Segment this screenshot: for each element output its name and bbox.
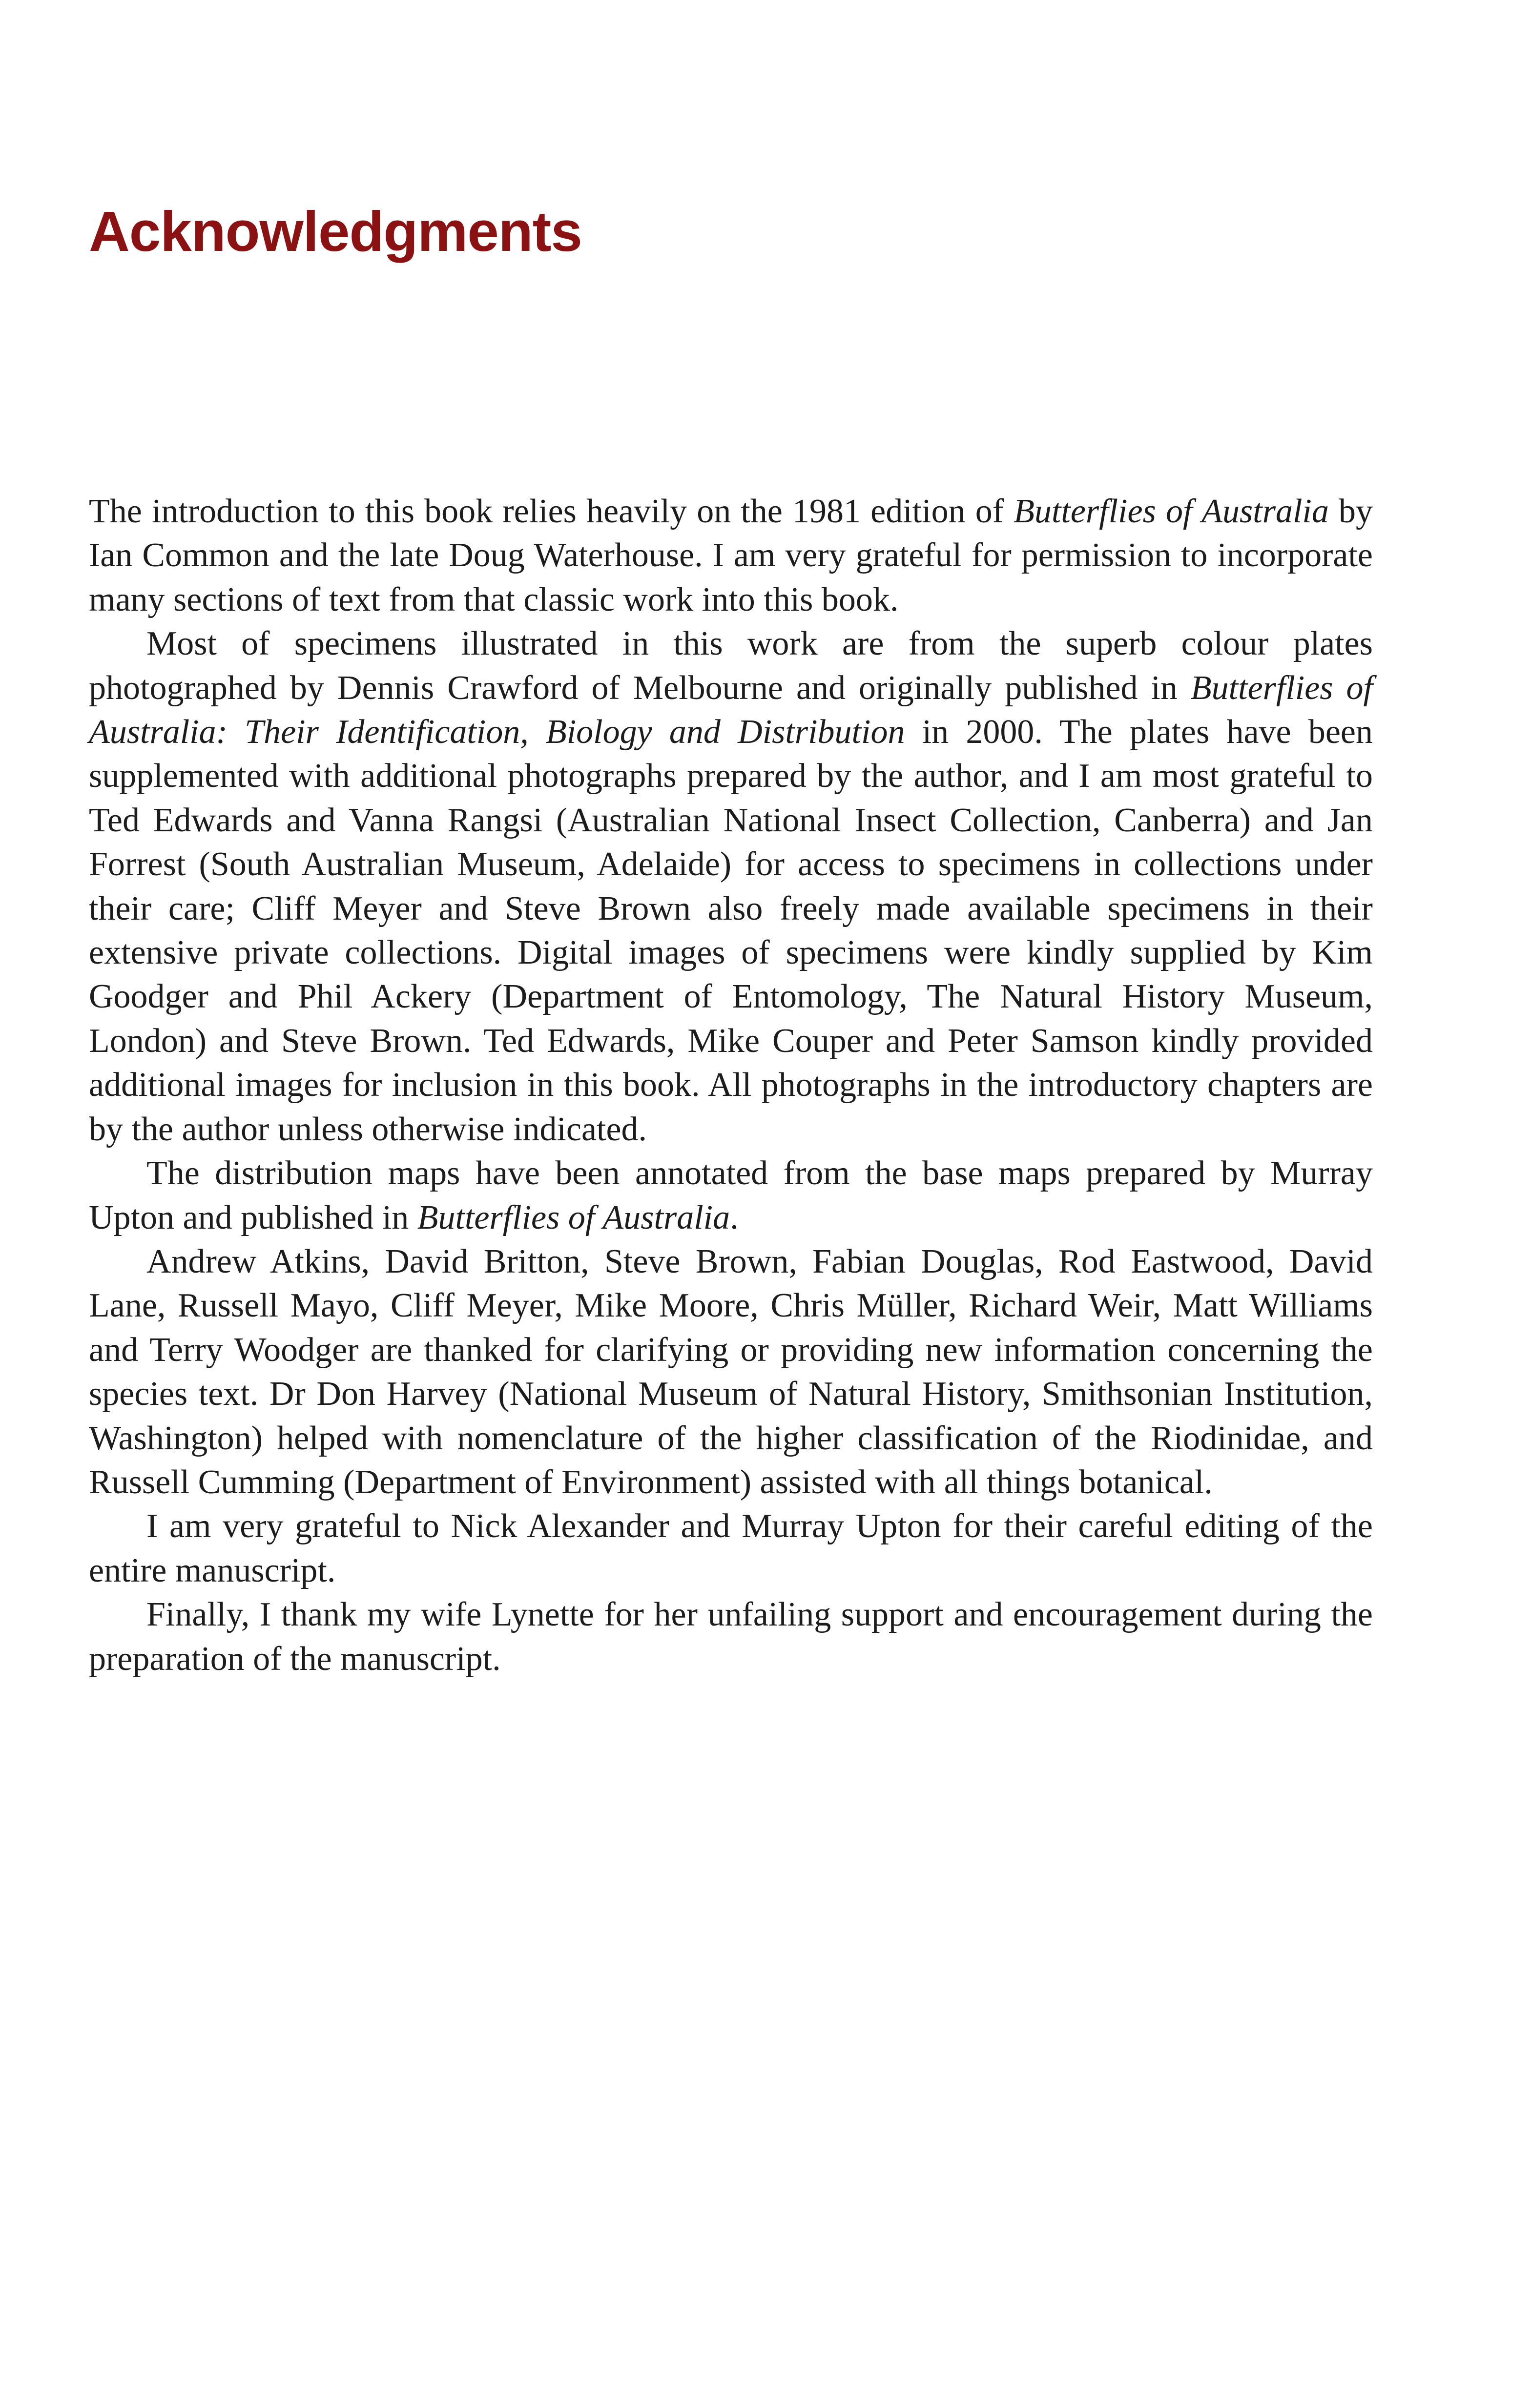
paragraph-2-book-title: Butterflies of Australia: Their Identification, Biology and Distribution [89, 669, 1373, 751]
paragraph-1-book-title: Butterflies of Australia [1014, 493, 1329, 530]
paragraph-1-text-a: The introduction to this book relies heavily on the 1981 edition of [89, 493, 1014, 530]
paragraph-3 [89, 1152, 1373, 1240]
paragraph-2 [89, 622, 1373, 1152]
paragraph-3-text-a: The distribution maps have been annotated from the base maps prepared by Murray Upton and published in [89, 1154, 1373, 1236]
paragraph-4: Andrew Atkins, David Britton, Steve Brown, Fabian Douglas, Rod Eastwood, David Lane, Russell Mayo, Cliff Meyer, Mike Moore, Chris Müller, Richard Weir, Matt Williams and Terry Woodger are thanked for clarifying or providing new information concerning the species text. Dr Don Harvey (National Museum of Natural History, Smithsonian Institution, Washington) helped with nomenclature of the higher classification of the Riodinidae, and Russell Cumming (Department of Environment) assisted with all things botanical. [89, 1242, 1373, 1501]
paragraph-1-text-c: by Ian Common and the late Doug Waterhouse. I am very grateful for permission to incorporate many sections of text from that classic work into this book. [89, 493, 1373, 618]
paragraph-2-text-c: in 2000. The plates have been supplemented with additional photographs prepared by the author, and I am most grateful to Ted Edwards and Vanna Rangsi (Australian National Insect Collection, Canberra) and Jan Forrest (South Australian Museum, Adelaide) for access to specimens in collections under their care; Cliff Meyer and Steve Brown also freely made available specimens in their extensive private collections. Digital images of specimens were kindly supplied by Kim Goodger and Phil Ackery (Department of Entomology, The Natural History Museum, London) and Steve Brown. Ted Edwards, Mike Couper and Peter Samson kindly provided additional images for inclusion in this book. All photographs in the introductory chapters are by the author unless otherwise indicated. [89, 713, 1373, 1148]
paragraph-6: Finally, I thank my wife Lynette for her unfailing support and encouragement during the preparation of the manuscript. [89, 1596, 1373, 1678]
page-title: Acknowledgments [89, 200, 582, 263]
paragraph-2-text-a: Most of specimens illustrated in this work are from the superb colour plates photographed by Dennis Crawford of Melbourne and originally published in [89, 625, 1373, 707]
acknowledgments-body [89, 490, 1373, 1681]
paragraph-3-text-c: . [730, 1198, 739, 1236]
paragraph-1 [89, 490, 1373, 622]
paragraph-3-book-title: Butterflies of Australia [417, 1198, 730, 1236]
paragraph-5: I am very grateful to Nick Alexander and Murray Upton for their careful editing of the entire manuscript. [89, 1507, 1373, 1589]
